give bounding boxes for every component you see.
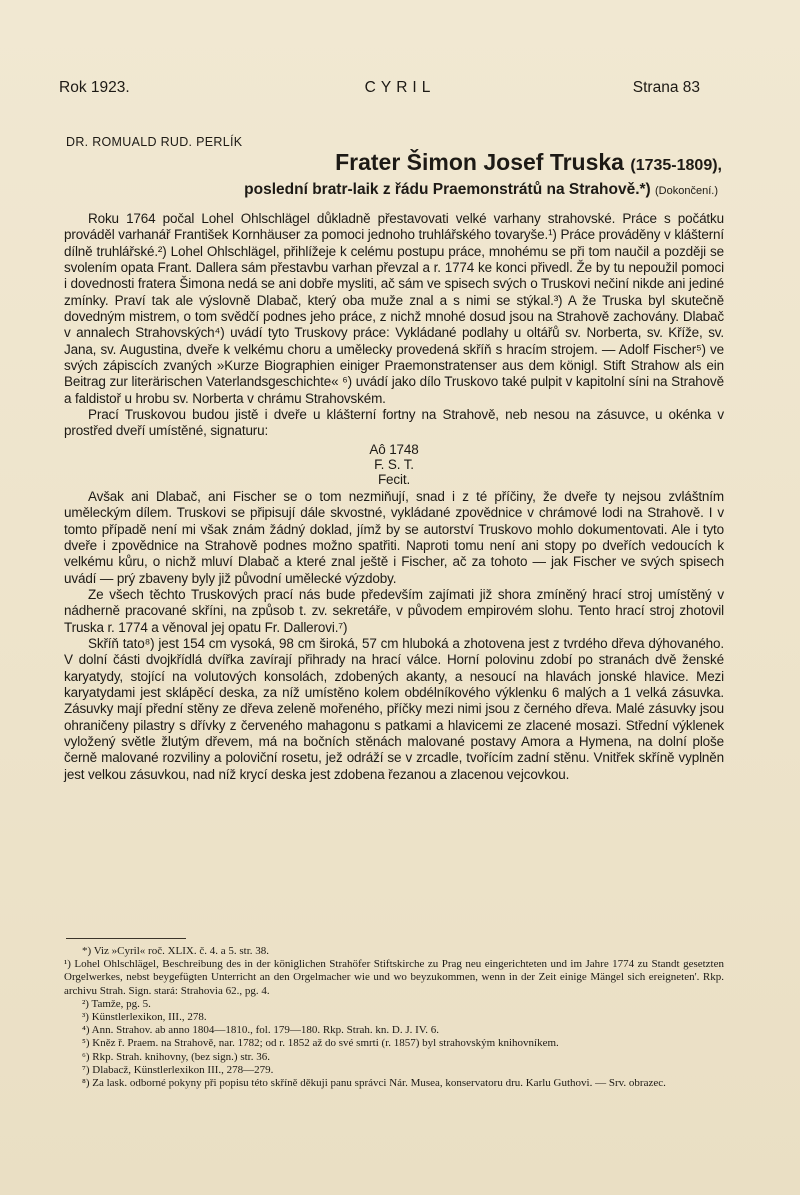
article-subtitle-main: poslední bratr-laik z řádu Praemonstrátů na Strahově.*) [244, 181, 651, 198]
header-page-number: Strana 83 [632, 79, 700, 96]
article-title-years: (1735-1809), [630, 157, 722, 174]
paragraph: Roku 1764 počal Lohel Ohlschlägel důkladně přestavovati velké varhany strahovské. Práce s počátku prováděl varhanář František Kornhäuser za pomoci jednoho truhlářského tovaryše.¹) Práce prováděny v klášterní dílně truhlářské.²) Lohel Ohlschlägel, přihlížeje k celému postupu práce, mnohému se při tom naučil a později se svolením opata Frant. Dallera sám přestavbu varhan převzal a r. 1774 ke konci přivedl. Že by tu nepoužil pomoci i dovednosti fratera Šimona nedá se ani dobře mysliti, ač sám ve spisech svých o Truskovi nečiní nikde ani jediné zmínky. Praví tak ale výslovně Dlabač, který oba muže znal a s nimi se stýkal.³) A že Truska byl skutečně dovedným mistrem, o tom svědčí podnes jeho práce, z nichž mnohé dosud jsou na Strahově zachovány. Dlabač v annalech Strahovských⁴) uvádí tyto Truskovy práce: Vykládané podlahy u oltářů sv. Norberta, sv. Kříže, sv. Jana, sv. Augustina, dveře k velkému choru a umělecky provedená skříň s hracím strojem. — Adolf Fischer⁵) ve svých zápiscích zvaných »Kurze Biographien einiger Praemonstratenser aus dem königl. Stift Strahow als ein Beitrag zur literärischen Vaterlandsgeschichte« ⁶) uvádí jako dílo Truskovo také pulpit v kapitolní síni na Strahově a faldistoř u hrobu sv. Norberta v chrámu Strahovském. [64, 211, 724, 406]
signature-line: Aô 1748 [369, 441, 419, 457]
article-title [335, 149, 722, 176]
continued-note: (Dokončení.) [655, 185, 718, 197]
header-year: Rok 1923. [59, 79, 130, 96]
signature-line: F. S. T. [374, 456, 414, 472]
footnote: ³) Künstlerlexikon, III., 278. [82, 1011, 207, 1024]
header-journal-title: CYRIL [364, 79, 436, 96]
article-body [64, 211, 724, 783]
paragraph: Avšak ani Dlabač, ani Fischer se o tom nezmiňují, snad i z té příčiny, že dveře ty nejsou zvláštním uměleckým dílem. Truskovi se připisují dále skvostné, vykládané zpovědnice v chrámové lodi na Strahově. I v tomto případě není mi však znám žádný doklad, jímž by se autorství Truskovo mohlo dokumentovati. Ale i tyto dveře i zpovědnice na Strahově podnes možno spatřiti. Naproti tomu není ani stopy po dveřích vedoucích k velkému kůru, o nichž mluví Dlabač a které znal ještě i Fischer, ač za tohoto — jak Fischer ve svých spisech uvádí — prý zbaveny byly již původní umělecké výzdoby. [64, 488, 724, 586]
paragraph: Skříň tato⁸) jest 154 cm vysoká, 98 cm široká, 57 cm hluboká a zhotovena jest z tvrdého dřeva dýhovaného. V dolní části dvojkřídlá dvířka zavírají přihrady na hrací válce. Horní polovinu zdobí po stranách dvě ženské karyatydy, stojící na volutových konsolách, zdobených akanty, a nesoucí na hlavách jonské hlavice. Mezi karyatydami jest sklápěcí deska, za níž umístěno kolem obdélníkového výklenku 6 malých a 1 velká zásuvka. Zásuvky mají přední stěny ze dřeva zeleně mořeného, příčky mezi nimi jsou z černého dřeva. Malé zásuvky jsou ohraničeny pilastry s dřívky z červeného mahagonu s patkami a hlavicemi ze zlacené mosazi. Střední výklenek vyložený světle žlutým dřevem, má na bočních stěnách malované postavy Amora a Hymena, na dolní ploše černě malované rozviliny a poloviční rosetu, jež odráží se v zrcadle, tvořícím zadní stěnu. Vnitřek skříně vyplněn jest velkou zásuvkou, nad níž krycí deska jest zdobena řezanou a zlacenou vejcovkou. [64, 635, 724, 782]
footnote: ⁴) Ann. Strahov. ab anno 1804—1810., fol. 179—180. Rkp. Strah. kn. D. J. IV. 6. [82, 1024, 440, 1037]
footnote: ⁶) Rkp. Strah. knihovny, (bez sign.) str. 36. [82, 1050, 270, 1063]
footnote: ⁸) Za lask. odborné pokyny při popisu této skříně děkuji panu správci Nár. Musea, konservatoru dru. Karlu Guthovi. — Srv. obrazec. [82, 1077, 666, 1090]
footnote: *) Viz »Cyril« roč. XLIX. č. 4. a 5. str. 38. [82, 945, 270, 957]
footnote: ¹) Lohel Ohlschlägel, Beschreibung des in der königlichen Strahöfer Stiftskirche zu Prag neu eingerichteten und im Jahre 1774 zu Standt gesetzten Orgelwerkes, nebst beygefügten Unterricht an den Orgelmacher wie und wo beyzukommen, wenn in der Zeit einige Mängel sich ereigneten'. Rkp. archivu Strah. Sign. stará: Strahovia 62., pg. 4. [64, 958, 724, 997]
footnote: ⁷) Dlabacž, Künstlerlexikon III., 278—279. [82, 1063, 274, 1076]
footnote-divider [66, 938, 186, 939]
paragraph: Prací Truskovou budou jistě i dveře u klášterní fortny na Strahově, neb nesou na zásuvce, u okénka v prostřed dveří umístěné, signaturu: [64, 407, 724, 439]
footnotes [64, 945, 724, 1090]
footnote: ²) Tamže, pg. 5. [82, 997, 151, 1010]
article-subtitle [244, 181, 718, 199]
signature-line: Fecit. [377, 471, 411, 487]
door-signature [64, 442, 724, 487]
article-author: DR. ROMUALD RUD. PERLÍK [66, 135, 243, 149]
paragraph: Ze všech těchto Truskových prací nás bude především zajímati již shora zmíněný hrací stroj umístěný v nádherně pracované skříni, na způsob t. zv. sekretáře, v původem empirovém slohu. Tento hrací stroj zhotovil Truska r. 1774 a věnoval jej opatu Fr. Dallerovi.⁷) [64, 586, 724, 635]
article-title-main: Frater Šimon Josef Truska [335, 149, 624, 175]
footnote: ⁵) Kněz ř. Praem. na Strahově, nar. 1782; od r. 1852 až do své smrti (r. 1857) byl strahovským knihovníkem. [82, 1037, 559, 1050]
